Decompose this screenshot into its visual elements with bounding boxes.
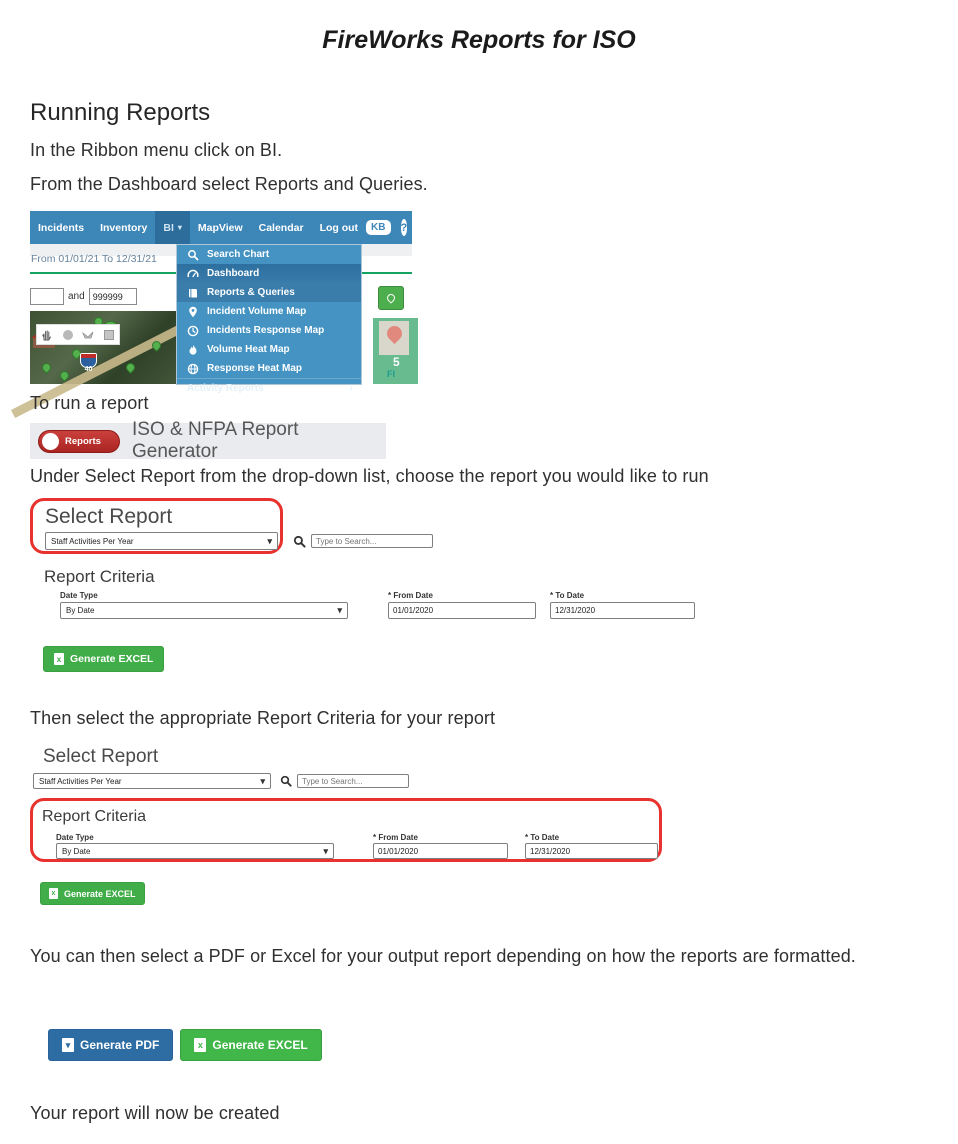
document-title: FireWorks Reports for ISO: [322, 26, 636, 54]
menu-item-incident-volume-map[interactable]: Incident Volume Map: [177, 302, 361, 321]
generate-pdf-button[interactable]: ▾ Generate PDF: [48, 1029, 173, 1061]
report-select-dropdown[interactable]: Staff Activities Per Year ▾: [33, 773, 271, 789]
range-to-input[interactable]: [89, 288, 137, 305]
ribbon-screenshot: [30, 211, 412, 394]
pdf-file-icon: ▾: [62, 1038, 74, 1052]
to-date-label: * To Date: [525, 833, 560, 842]
tile-photo: [379, 321, 409, 355]
help-icon[interactable]: ?: [401, 219, 408, 236]
generator-title: ISO & NFPA Report Generator: [132, 419, 299, 462]
paragraph-dashboard: From the Dashboard select Reports and Queries.: [30, 174, 428, 194]
nav-item-calendar[interactable]: Calendar: [258, 221, 304, 234]
paragraph-output: You can then select a PDF or Excel for your output report depending on how the reports are formatted.: [30, 946, 856, 966]
generate-excel-button[interactable]: x Generate EXCEL: [40, 882, 145, 905]
dashboard-tile[interactable]: [373, 318, 418, 384]
ribbon-nav-bar: [30, 211, 412, 244]
map-pin-icon: [187, 306, 199, 318]
from-date-label: * From Date: [388, 591, 433, 600]
to-date-input[interactable]: [525, 843, 658, 859]
nav-item-bi[interactable]: BI ▾: [155, 211, 190, 244]
chevron-down-icon: ▾: [260, 775, 265, 786]
select-report-heading: Select Report: [45, 505, 173, 528]
tile-count: 5: [393, 355, 400, 369]
map-pin-icon: [40, 361, 53, 374]
menu-item-dashboard[interactable]: Dashboard: [177, 264, 361, 283]
clock-icon: [187, 325, 199, 337]
search-input[interactable]: [297, 774, 409, 788]
from-date-input[interactable]: [388, 602, 536, 619]
section-heading: Running Reports: [30, 99, 211, 126]
search-icon: [187, 249, 199, 261]
paragraph-created: Your report will now be created: [30, 1103, 280, 1123]
chevron-down-icon: ▾: [337, 605, 342, 615]
report-generator-header: [30, 419, 386, 462]
chevron-down-icon: ▾: [323, 845, 328, 856]
output-buttons-row: [48, 1029, 322, 1061]
report-search: [293, 534, 433, 548]
paragraph-under-select: Under Select Report from the drop-down list, choose the report you would like to run: [30, 466, 709, 486]
globe-icon: [187, 363, 199, 375]
report-search: [280, 774, 409, 788]
menu-item-search-chart[interactable]: Search Chart: [177, 245, 361, 264]
interstate-40-shield: 40: [80, 353, 97, 368]
nav-item-logout[interactable]: Log out: [319, 221, 359, 234]
polygon-select-icon[interactable]: [82, 328, 95, 341]
menu-item-volume-heat-map[interactable]: Volume Heat Map: [177, 340, 361, 359]
square-select-icon[interactable]: [102, 328, 115, 341]
report-form-screenshot-2: [30, 740, 710, 920]
menu-item-incidents-response-map[interactable]: Incidents Response Map: [177, 321, 361, 340]
range-from-input[interactable]: [30, 288, 64, 305]
date-type-label: Date Type: [60, 591, 98, 600]
report-select-dropdown[interactable]: Staff Activities Per Year ▾: [45, 532, 278, 550]
range-filter-row: [30, 288, 137, 305]
excel-file-icon: x: [194, 1038, 206, 1052]
paragraph-run: To run a report: [30, 393, 149, 413]
report-form-screenshot-1: [30, 495, 870, 685]
dashboard-gauge-icon: [187, 268, 199, 280]
search-icon: [293, 535, 306, 548]
to-date-input[interactable]: [550, 602, 695, 619]
generate-excel-button[interactable]: x Generate EXCEL: [180, 1029, 321, 1061]
map-draw-toolbar: [36, 324, 120, 345]
excel-file-icon: x: [54, 653, 64, 665]
search-input[interactable]: [311, 534, 433, 548]
from-date-input[interactable]: [373, 843, 508, 859]
to-date-label: * To Date: [550, 591, 585, 600]
range-and-label: and: [68, 291, 85, 302]
excel-file-icon: x: [49, 888, 58, 899]
report-criteria-heading: Report Criteria: [44, 567, 155, 586]
date-type-dropdown[interactable]: By Date ▾: [60, 602, 348, 619]
circle-select-icon[interactable]: [61, 328, 74, 341]
nav-item-inventory[interactable]: Inventory: [100, 221, 148, 234]
chevron-down-icon: ▾: [267, 535, 272, 546]
date-range-text: From 01/01/21 To 12/31/21: [31, 253, 157, 265]
search-icon: [280, 775, 292, 787]
paragraph-ribbon: In the Ribbon menu click on BI.: [30, 140, 283, 160]
from-date-label: * From Date: [373, 833, 418, 842]
flame-icon: [187, 344, 199, 356]
report-criteria-heading: Report Criteria: [42, 808, 147, 825]
nav-item-incidents[interactable]: Incidents: [38, 221, 85, 234]
nav-item-mapview[interactable]: MapView: [197, 221, 243, 234]
pan-hand-icon[interactable]: [41, 328, 54, 341]
date-type-dropdown[interactable]: By Date ▾: [56, 843, 334, 859]
menu-item-response-heat-map[interactable]: Response Heat Map: [177, 359, 361, 378]
kb-badge[interactable]: KB: [366, 220, 390, 235]
chevron-right-icon: ›: [349, 382, 353, 394]
select-report-heading: Select Report: [43, 746, 159, 767]
reports-book-icon: [187, 287, 199, 299]
chevron-down-icon: ▾: [177, 223, 182, 232]
tile-label: FI: [387, 369, 395, 379]
bi-dropdown-menu: [176, 244, 362, 394]
paragraph-then-select: Then select the appropriate Report Criteria for your report: [30, 708, 496, 728]
date-type-label: Date Type: [56, 833, 94, 842]
menu-item-activity-reports[interactable]: Activity Reports ›: [177, 378, 361, 397]
photo-pin-icon: [384, 323, 405, 344]
reports-toggle[interactable]: [38, 430, 120, 453]
map-pin-icon: [124, 361, 137, 374]
menu-item-reports-queries[interactable]: Reports & Queries: [177, 283, 361, 302]
locate-button[interactable]: [378, 286, 404, 310]
generate-excel-button[interactable]: x Generate EXCEL: [43, 646, 164, 672]
toggle-knob: [42, 433, 59, 450]
droplet-icon: [385, 292, 396, 303]
toggle-label: Reports: [65, 435, 101, 447]
